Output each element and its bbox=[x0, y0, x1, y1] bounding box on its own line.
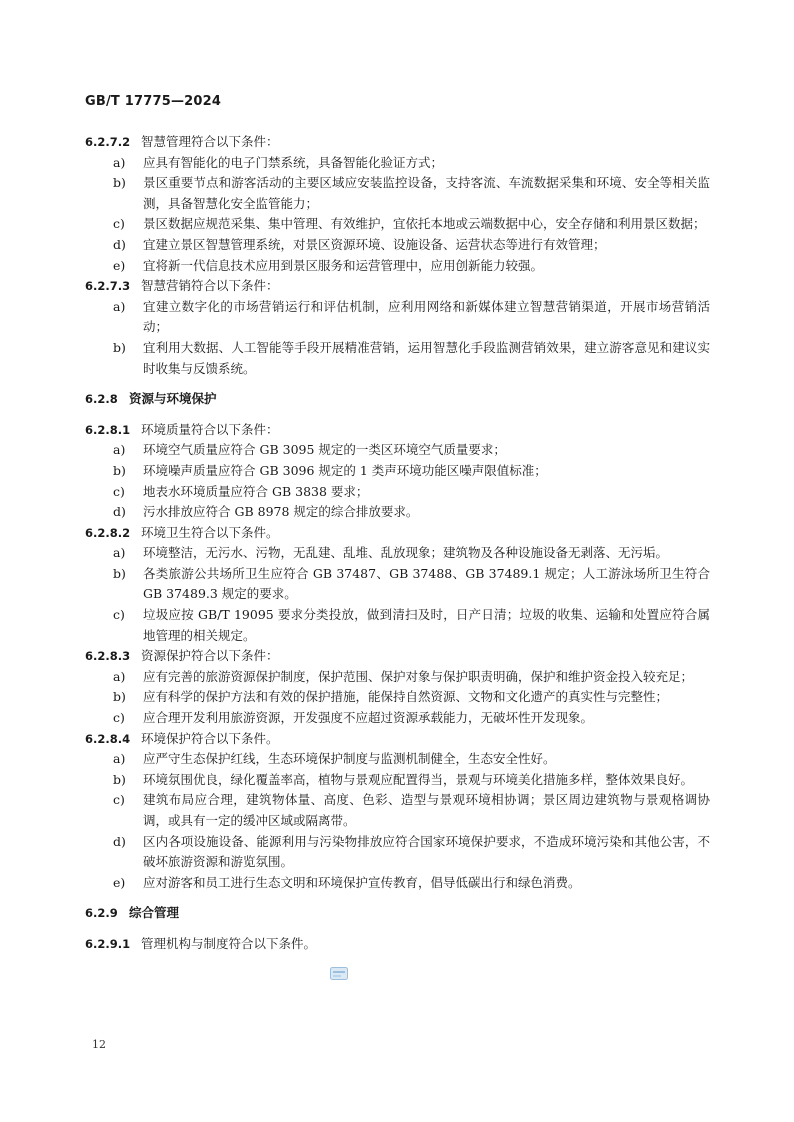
list-item bbox=[85, 482, 710, 503]
list-item-text: 应对游客和员工进行生态文明和环境保护宣传教育，倡导低碳出行和绿色消费。 bbox=[143, 874, 581, 890]
list-item bbox=[85, 153, 710, 174]
list-item-text: 宜建立数字化的市场营销运行和评估机制，应利用网络和新媒体建立智慧营销渠道，开展市场营销活动； bbox=[143, 298, 710, 335]
list-item-label: e) bbox=[113, 874, 126, 890]
clause-line bbox=[85, 729, 710, 750]
list-item-label: e) bbox=[113, 257, 126, 273]
list-item-text: 区内各项设施设备、能源利用与污染物排放应符合国家环境保护要求，不造成环境污染和其他公害，不破坏旅游资源和游览氛围。 bbox=[143, 833, 710, 870]
list-item-text: 应合理开发利用旅游资源，开发强度不应超过资源承载能力，无破坏性开发现象。 bbox=[143, 710, 594, 726]
list-item bbox=[85, 338, 710, 379]
list-item-label: b) bbox=[113, 565, 126, 581]
list-item bbox=[85, 564, 710, 605]
list-item-label: c) bbox=[113, 483, 125, 499]
list-item-text: 应有科学的保护方法和有效的保护措施，能保持自然资源、文物和文化遗产的真实性与完整性； bbox=[143, 689, 669, 705]
clause-title: 环境卫生符合以下条件。 bbox=[141, 524, 279, 540]
clause-number: 6.2.8.4 bbox=[85, 731, 131, 746]
section-title: 资源与环境保护 bbox=[129, 391, 217, 407]
list-item bbox=[85, 790, 710, 831]
clause-title: 管理机构与制度符合以下条件。 bbox=[141, 935, 317, 951]
list-item-label: c) bbox=[113, 710, 125, 726]
clause-number: 6.2.8.1 bbox=[85, 422, 131, 437]
section-number: 6.2.8 bbox=[85, 392, 118, 407]
list-item bbox=[85, 687, 710, 708]
list-item-text: 环境空气质量应符合 GB 3095 规定的一类区环境空气质量要求； bbox=[143, 442, 506, 458]
list-item-label: a) bbox=[113, 545, 126, 561]
list-item-text: 地表水环境质量应符合 GB 3838 要求； bbox=[143, 483, 369, 499]
list-item-label: d) bbox=[113, 236, 126, 252]
list-item bbox=[85, 832, 710, 873]
list-item-label: d) bbox=[113, 504, 126, 520]
list-item-label: b) bbox=[113, 771, 126, 787]
list-item-text: 应有完善的旅游资源保护制度，保护范围、保护对象与保护职责明确，保护和维护资金投入较充足； bbox=[143, 668, 694, 684]
list-item bbox=[85, 667, 710, 688]
standard-number: GB/T 17775—2024 bbox=[85, 94, 222, 109]
list-item-label: c) bbox=[113, 216, 125, 232]
clause-number: 6.2.9.1 bbox=[85, 936, 131, 951]
list-item-label: b) bbox=[113, 462, 126, 478]
list-item-label: b) bbox=[113, 689, 126, 705]
list-item bbox=[85, 502, 710, 523]
list-item bbox=[85, 173, 710, 214]
list-item-text: 景区数据应规范采集、集中管理、有效维护，宜依托本地或云端数据中心，安全存储和利用景区数据； bbox=[143, 216, 706, 232]
list-item-text: 应具有智能化的电子门禁系统，具备智能化验证方式； bbox=[143, 154, 444, 170]
clause-number: 6.2.7.2 bbox=[85, 135, 131, 149]
list-item bbox=[85, 873, 710, 894]
clause-line bbox=[85, 132, 710, 153]
list-item bbox=[85, 440, 710, 461]
list-item-text: 环境整洁，无污水、污物，无乱建、乱堆、乱放现象；建筑物及各种设施设备无剥落、无污垢。 bbox=[143, 545, 669, 561]
clause-line bbox=[85, 276, 710, 297]
list-item bbox=[85, 461, 710, 482]
section-heading bbox=[85, 903, 710, 924]
list-item-label: a) bbox=[113, 442, 126, 458]
section-number: 6.2.9 bbox=[85, 906, 118, 921]
list-item-label: a) bbox=[113, 298, 126, 314]
list-item-label: b) bbox=[113, 339, 126, 355]
clause-number: 6.2.7.3 bbox=[85, 279, 131, 294]
clause-title: 环境保护符合以下条件。 bbox=[141, 730, 279, 746]
list-item-text: 环境氛围优良，绿化覆盖率高，植物与景观应配置得当，景观与环境美化措施多样，整体效果良好。 bbox=[143, 771, 694, 787]
list-item-text: 垃圾应按 GB/T 19095 要求分类投放，做到清扫及时，日产日清；垃圾的收集、运输和处置应符合属地管理的相关规定。 bbox=[143, 607, 710, 643]
clause-title: 环境质量符合以下条件： bbox=[141, 421, 279, 437]
clause-number: 6.2.8.3 bbox=[85, 649, 131, 664]
list-item-text: 宜利用大数据、人工智能等手段开展精准营销，运用智慧化手段监测营销效果，建立游客意见和建议实时收集与反馈系统。 bbox=[143, 339, 710, 376]
list-item-text: 景区重要节点和游客活动的主要区域应安装监控设备，支持客流、车流数据采集和环境、安全等相关监测，具备智慧化安全监管能力； bbox=[143, 175, 710, 211]
clause-number: 6.2.8.2 bbox=[85, 525, 131, 540]
list-item-label: d) bbox=[113, 833, 126, 849]
list-item-text: 宜将新一代信息技术应用到景区服务和运营管理中，应用创新能力较强。 bbox=[143, 257, 544, 273]
list-item-label: a) bbox=[113, 751, 126, 767]
list-item-label: b) bbox=[113, 175, 126, 191]
list-item-label: a) bbox=[113, 668, 126, 684]
list-item bbox=[85, 214, 710, 235]
list-item bbox=[85, 543, 710, 564]
list-item-label: c) bbox=[113, 792, 125, 808]
list-item bbox=[85, 256, 710, 277]
list-item-label: a) bbox=[113, 154, 126, 170]
list-item bbox=[85, 605, 710, 646]
list-item-text: 建筑布局应合理，建筑物体量、高度、色彩、造型与景观环境相协调；景区周边建筑物与景观格调协调，或具有一定的缓冲区域或隔离带。 bbox=[143, 792, 710, 828]
list-item-text: 宜建立景区智慧管理系统，对景区资源环境、设施设备、运营状态等进行有效管理； bbox=[143, 236, 606, 252]
clause-title: 智慧管理符合以下条件： bbox=[141, 134, 279, 149]
clause-title: 资源保护符合以下条件： bbox=[141, 648, 279, 664]
clause-line bbox=[85, 420, 710, 441]
page-number: 12 bbox=[92, 1038, 106, 1051]
document-body bbox=[85, 132, 710, 955]
list-item bbox=[85, 235, 710, 256]
clause-line bbox=[85, 523, 710, 544]
clause-title: 智慧营销符合以下条件： bbox=[141, 278, 279, 294]
clause-line bbox=[85, 934, 710, 955]
section-heading bbox=[85, 389, 710, 410]
list-item bbox=[85, 708, 710, 729]
list-item-text: 污水排放应符合 GB 8978 规定的综合排放要求。 bbox=[143, 504, 419, 520]
list-item-text: 环境噪声质量应符合 GB 3096 规定的 1 类声环境功能区噪声限值标准； bbox=[143, 462, 547, 478]
watermark-stamp-icon bbox=[330, 967, 348, 980]
list-item bbox=[85, 297, 710, 338]
list-item bbox=[85, 770, 710, 791]
section-title: 综合管理 bbox=[129, 905, 180, 921]
list-item-text: 各类旅游公共场所卫生应符合 GB 37487、GB 37488、GB 37489.1 规定；人工游泳场所卫生符合 GB 37489.3 规定的要求。 bbox=[143, 565, 710, 602]
list-item-text: 应严守生态保护红线，生态环境保护制度与监测机制健全，生态安全性好。 bbox=[143, 751, 556, 767]
clause-line bbox=[85, 646, 710, 667]
list-item-label: c) bbox=[113, 607, 125, 623]
list-item bbox=[85, 749, 710, 770]
